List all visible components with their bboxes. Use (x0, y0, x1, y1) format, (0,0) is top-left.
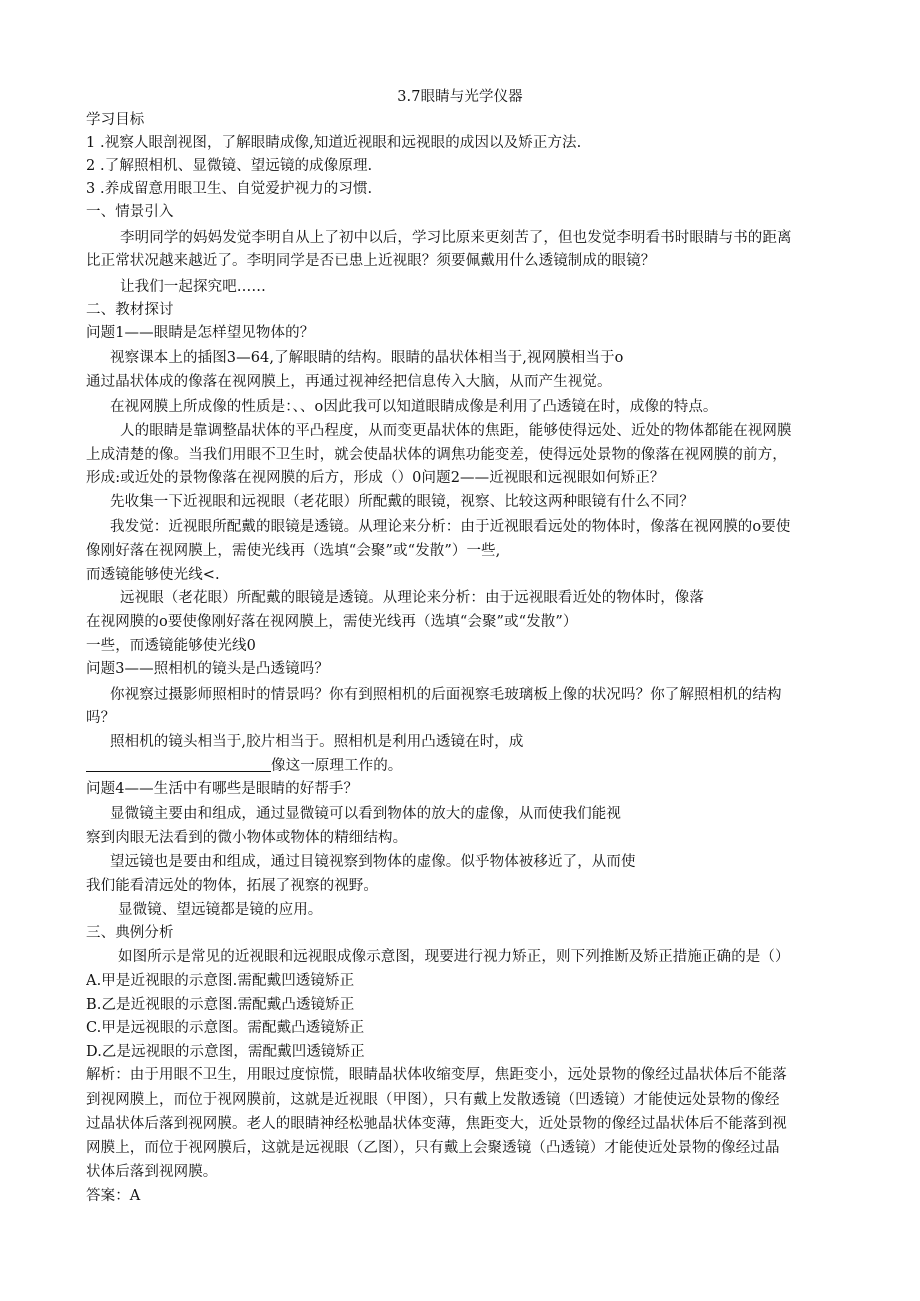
answer-line: 答案：A (86, 1188, 141, 1204)
paragraph-line (86, 755, 832, 777)
paragraph-line: 在视网膜上所成像的性质是：、、o因此我可以知道眼睛成像是利用了凸透镜在时，成像的特点。 (110, 399, 718, 415)
example-stem: 如图所示是常见的近视眼和远视眼成像示意图，现要进行视力矫正，则下列推断及矫正措施正确的是（） (118, 949, 790, 965)
answer-option: C.甲是远视眼的示意图。需配戴凸透镜矫正 (86, 1020, 365, 1036)
section-heading: 二、教材探讨 (86, 302, 174, 318)
paragraph-line: 在视网膜的o要使像刚好落在视网膜上，需使光线再（选填“会聚”或“发散”） (86, 614, 578, 630)
paragraph-line: 我们能看清远处的物体，拓展了视察的视野。 (86, 878, 378, 894)
paragraph-line: 显微镜、望远镜都是镜的应用。 (118, 902, 323, 918)
paragraph-line: 察到肉眼无法看到的微小物体或物体的精细结构。 (86, 830, 408, 846)
paragraph-line: 李明同学的妈妈发觉李明自从上了初中以后，学习比原来更刻苦了，但也发觉李明看书时眼睛与书的距离 (120, 230, 792, 246)
objective-item: 1 .视察人眼剖视图，了解眼睛成像,知道近视眼和远视眼的成因以及矫正方法. (86, 135, 582, 151)
paragraph-line: 人的眼睛是靠调整晶状体的平凸程度，从而变更晶状体的焦距，能够使得远处、近处的物体都能在视网膜 (120, 423, 792, 439)
paragraph-line: 先收集一下近视眼和远视眼（老花眼）所配戴的眼镜，视察、比较这两种眼镜有什么不同？ (110, 494, 694, 510)
paragraph-line: 一些，而透镜能够使光线0 (86, 638, 256, 654)
analysis-line: 网膜上，而位于视网膜后，这就是远视眼（乙图），只有戴上会聚透镜（凸透镜）才能使近处景物的像经过晶 (86, 1140, 780, 1156)
paragraph-line: 我发觉：近视眼所配戴的眼镜是透镜。从理论来分析：由于近视眼看远处的物体时，像落在视网膜的o要使 (110, 519, 791, 535)
question-title: 问题4——生活中有哪些是眼睛的好帮手？ (86, 781, 359, 797)
section-heading: 三、典例分析 (86, 925, 174, 941)
objective-item: 2 .了解照相机、显微镜、望远镜的成像原理. (86, 158, 373, 174)
paragraph-line: 像刚好落在视网膜上，需使光线再（选填“会聚”或“发散”）一些, (86, 543, 501, 559)
paragraph-line: 而透镜能够使光线<. (86, 567, 220, 583)
fill-in-blank (86, 756, 271, 772)
objective-item: 3 .养成留意用眼卫生、自觉爱护视力的习惯. (86, 181, 373, 197)
paragraph-line: 比正常状况越来越近了。李明同学是否已患上近视眼？须要佩戴用什么透镜制成的眼镜？ (86, 253, 656, 269)
analysis-line: 到视网膜上，而位于视网膜前，这就是近视眼（甲图），只有戴上发散透镜（凹透镜）才能使远处景物的像经 (86, 1092, 780, 1108)
paragraph-line: 望远镜也是要由和组成，通过目镜视察到物体的虚像。似乎物体被移近了，从而使 (110, 854, 636, 870)
paragraph-line: 视察课本上的插图3—64,了解眼睛的结构。眼睛的晶状体相当于,视网膜相当于o (110, 350, 624, 366)
paragraph-line: 上成清楚的像。当我们用眼不卫生时，就会使晶状体的调焦功能变差，使得远处景物的像落在视网膜的前方， (86, 447, 787, 463)
paragraph-line: 显微镜主要由和组成，通过显微镜可以看到物体的放大的虚像，从而使我们能视 (110, 806, 621, 822)
answer-option: B.乙是近视眼的示意图.需配戴凸透镜矫正 (86, 997, 355, 1013)
analysis-line: 状体后落到视网膜。 (86, 1164, 218, 1180)
section-heading: 一、情景引入 (86, 204, 174, 220)
page-title: 3.7眼睛与光学仪器 (397, 89, 523, 105)
objectives-heading: 学习目标 (86, 112, 145, 128)
analysis-line: 过晶状体后落到视网膜。老人的眼睛神经松驰晶状体变薄，焦距变大，近处景物的像经过晶状体后不能落到视 (86, 1116, 787, 1132)
question-title: 问题1——眼睛是怎样望见物体的？ (86, 325, 315, 341)
paragraph-text: 像这一原理工作的。 (271, 758, 403, 774)
answer-option: D.乙是远视眼的示意图，需配戴凹透镜矫正 (86, 1044, 365, 1060)
question-title: 问题3——照相机的镜头是凸透镜吗？ (86, 661, 329, 677)
paragraph-line: 吗？ (86, 710, 116, 726)
paragraph-line: 形成:或近处的景物像落在视网膜的后方，形成（）0问题2——近视眼和远视眼如何矫正？ (86, 470, 665, 486)
paragraph-line: 照相机的镜头相当于,胶片相当于。照相机是利用凸透镜在时，成 (110, 734, 524, 750)
answer-option: A.甲是近视眼的示意图.需配戴凹透镜矫正 (86, 973, 355, 989)
paragraph-line: 你视察过摄影师照相时的情景吗？你有到照相机的后面视察毛玻璃板上像的状况吗？你了解照相机的结构 (110, 687, 782, 703)
paragraph-line: 通过晶状体成的像落在视网膜上，再通过视神经把信息传入大脑，从而产生视觉。 (86, 374, 612, 390)
paragraph-line: 让我们一起探究吧…… (120, 279, 266, 295)
analysis-line: 解析：由于用眼不卫生，用眼过度惊慌，眼睛晶状体收缩变厚，焦距变小，远处景物的像经过晶状体后不能落 (86, 1067, 787, 1083)
paragraph-line: 远视眼（老花眼）所配戴的眼镜是透镜。从理论来分析：由于远视眼看近处的物体时，像落 (120, 590, 704, 606)
